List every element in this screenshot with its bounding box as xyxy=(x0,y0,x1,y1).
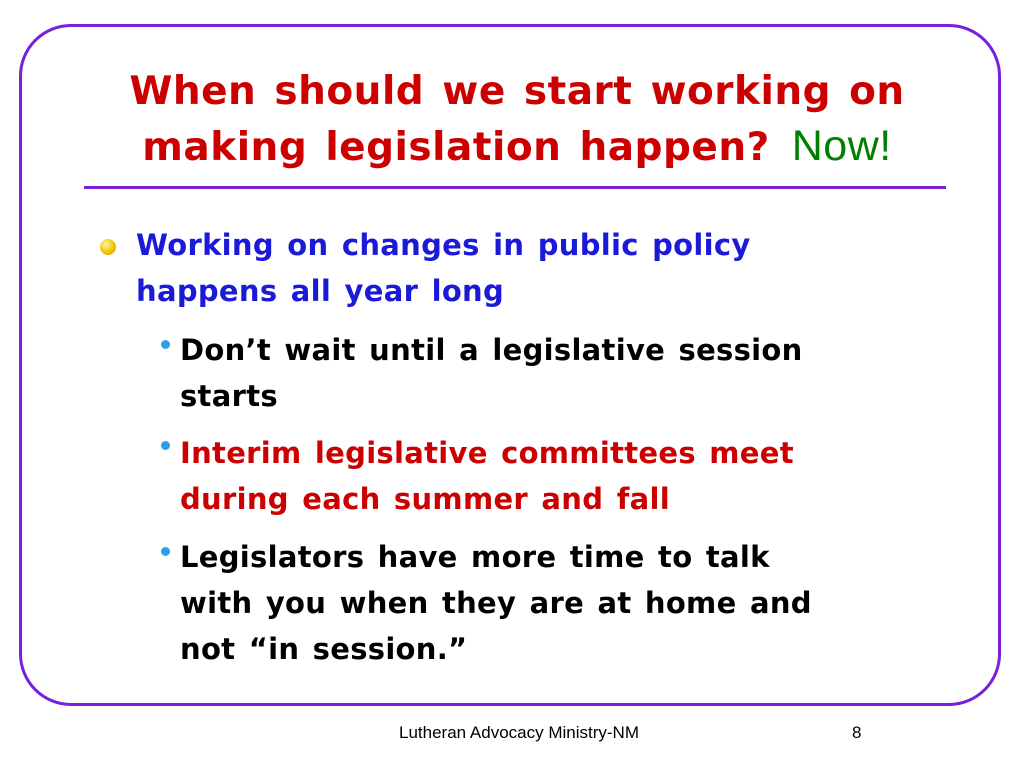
title-question: making legislation happen? xyxy=(142,125,770,170)
bullet-dot-icon xyxy=(100,239,116,255)
slide-title xyxy=(60,64,974,175)
sub-point-line: starts xyxy=(180,379,278,413)
title-divider xyxy=(84,186,946,189)
title-line-2 xyxy=(60,119,974,175)
sub-point-line: during each summer and fall xyxy=(180,482,670,516)
sub-point-line: Don’t wait until a legislative session xyxy=(180,333,803,367)
page-number: 8 xyxy=(852,723,862,742)
sub-bullet-dot-icon xyxy=(161,547,170,556)
sub-bullet-dot-icon xyxy=(161,340,170,349)
title-accent: Now! xyxy=(791,122,892,170)
sub-bullet-point xyxy=(180,327,803,419)
sub-point-line: not “in session.” xyxy=(180,632,468,666)
main-bullet-point xyxy=(136,222,751,314)
sub-point-line: Legislators have more time to talk xyxy=(180,540,770,574)
sub-bullet-dot-icon xyxy=(161,441,170,450)
main-point-line-2: happens all year long xyxy=(136,274,505,308)
footer-text: Lutheran Advocacy Ministry-NM xyxy=(399,723,639,742)
main-point-line-1: Working on changes in public policy xyxy=(136,228,751,262)
sub-point-line: with you when they are at home and xyxy=(180,586,812,620)
title-line-1: When should we start working on xyxy=(129,69,905,114)
sub-bullet-point xyxy=(180,534,812,672)
sub-bullet-point-highlighted xyxy=(180,430,794,522)
sub-point-line: Interim legislative committees meet xyxy=(180,436,794,470)
